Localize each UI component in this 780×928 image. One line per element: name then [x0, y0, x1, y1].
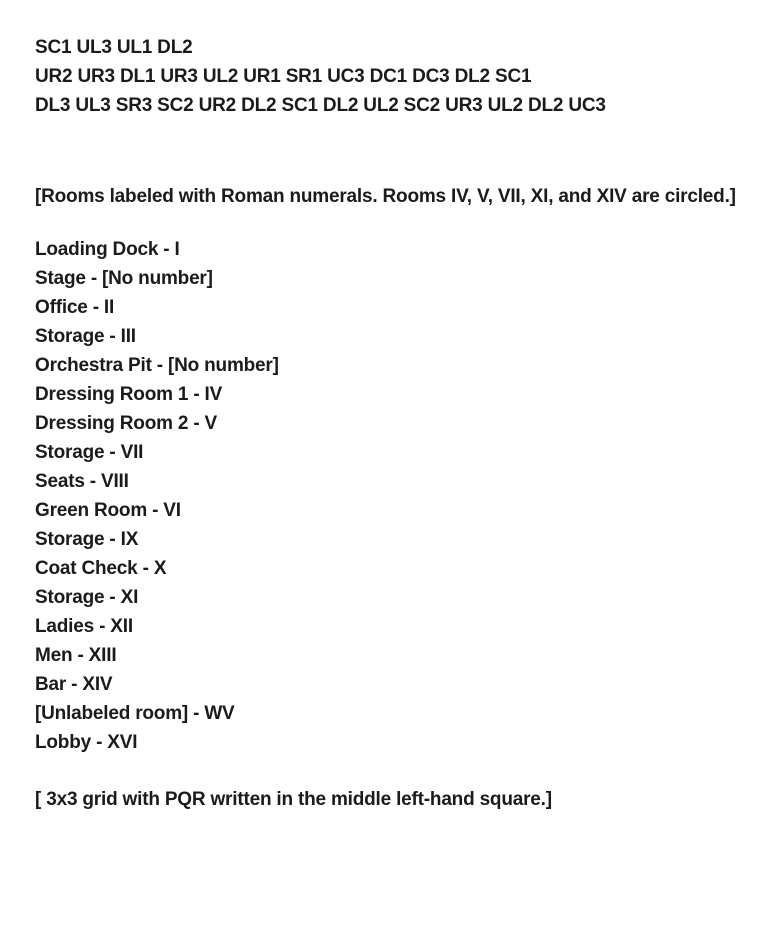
room-list-item: Green Room - VI	[35, 500, 181, 521]
grid-note-block	[35, 785, 760, 814]
room-list-item: [Unlabeled room] - WV	[35, 703, 235, 724]
room-list-item: Men - XIII	[35, 645, 117, 666]
room-list-item: Dressing Room 2 - V	[35, 413, 218, 434]
room-list-item: Bar - XIV	[35, 674, 113, 695]
rooms-note-block	[35, 182, 760, 211]
rooms-note-text: [Rooms labeled with Roman numerals. Rooms IV, V, VII, XI, and XIV are circled.]	[35, 186, 736, 207]
room-list-item: Lobby - XVI	[35, 732, 138, 753]
room-list-item: Orchestra Pit - [No number]	[35, 355, 279, 376]
cue-line: DL3 UL3 SR3 SC2 UR2 DL2 SC1 DL2 UL2 SC2 UR3 UL2 DL2 UC3	[35, 95, 606, 116]
room-list-item: Loading Dock - I	[35, 239, 180, 260]
document-content	[35, 33, 760, 814]
room-list-item: Storage - XI	[35, 587, 139, 608]
room-list-item: Stage - [No number]	[35, 268, 213, 289]
room-list-item: Storage - VII	[35, 442, 144, 463]
room-list-item: Ladies - XII	[35, 616, 133, 637]
cue-lines-block	[35, 33, 760, 120]
room-list-item: Storage - IX	[35, 529, 139, 550]
grid-note-text: [ 3x3 grid with PQR written in the middle left-hand square.]	[35, 789, 552, 810]
room-list	[35, 235, 760, 757]
room-list-item: Dressing Room 1 - IV	[35, 384, 223, 405]
cue-line: SC1 UL3 UL1 DL2	[35, 37, 193, 58]
room-list-item: Office - II	[35, 297, 115, 318]
cue-line: UR2 UR3 DL1 UR3 UL2 UR1 SR1 UC3 DC1 DC3 DL2 SC1	[35, 66, 532, 87]
room-list-item: Seats - VIII	[35, 471, 129, 492]
room-list-item: Storage - III	[35, 326, 136, 347]
room-list-item: Coat Check - X	[35, 558, 167, 579]
